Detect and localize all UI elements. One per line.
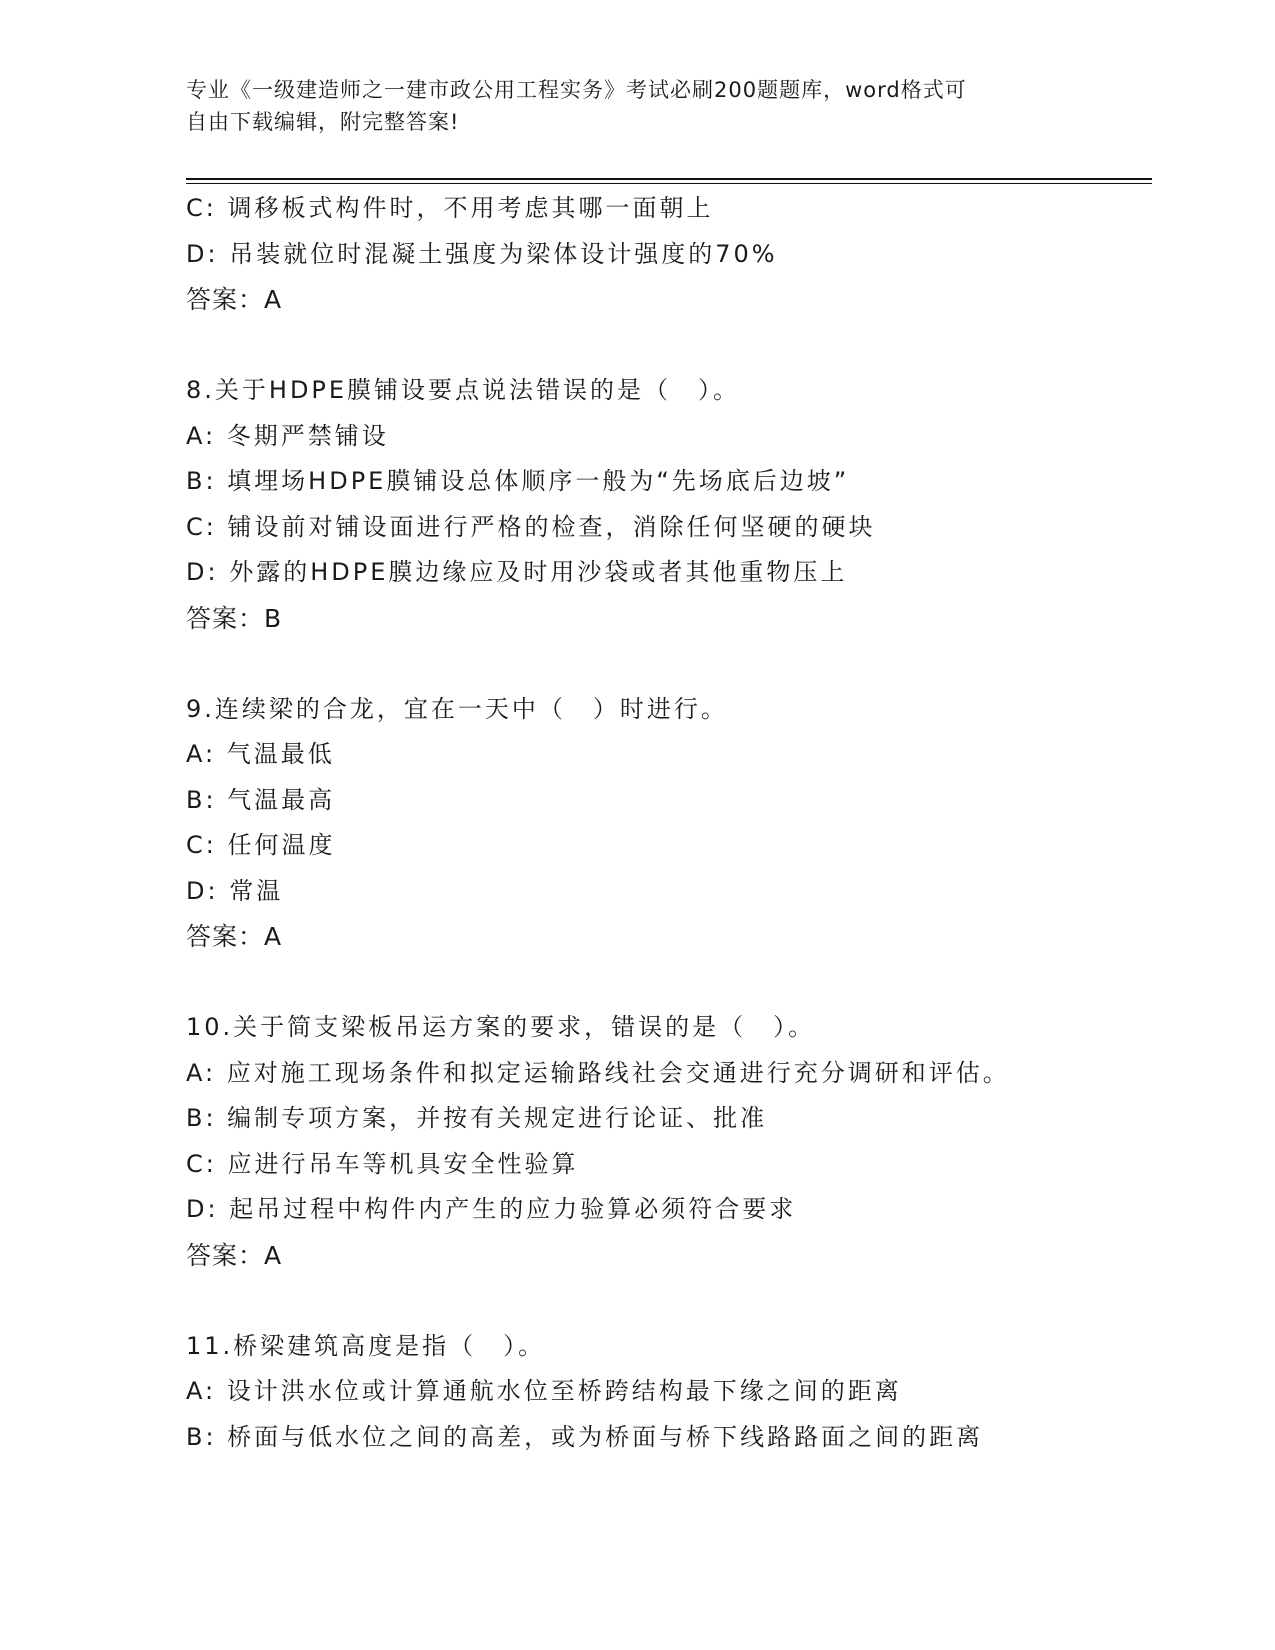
option-a: A: 设计洪水位或计算通航水位至桥跨结构最下缘之间的距离	[186, 1377, 902, 1405]
question-stem: 11.桥梁建筑高度是指（ ）。	[186, 1331, 546, 1360]
document-body	[186, 186, 1146, 1460]
option-c: C: 铺设前对铺设面进行严格的检查，消除任何坚硬的硬块	[186, 512, 876, 541]
option-b: B: 编制专项方案，并按有关规定进行论证、批准	[186, 1104, 768, 1132]
question-11	[186, 1324, 1146, 1461]
answer-line: 答案：A	[186, 285, 283, 314]
question-8	[186, 368, 1146, 641]
option-d: D: 外露的HDPE膜边缘应及时用沙袋或者其他重物压上	[186, 558, 848, 586]
header-line-1: 专业《一级建造师之一建市政公用工程实务》考试必刷200题题库，word格式可	[186, 78, 967, 102]
option-b: B: 桥面与低水位之间的高差，或为桥面与桥下线路路面之间的距离	[186, 1422, 984, 1451]
answer-line: 答案：B	[186, 603, 283, 633]
spacer	[186, 1278, 1146, 1324]
spacer	[186, 323, 1146, 369]
spacer	[186, 960, 1146, 1006]
option-d: D: 常温	[186, 876, 284, 905]
option-a: A: 冬期严禁铺设	[186, 421, 389, 450]
option-c: C: 任何温度	[186, 831, 336, 859]
answer-line: 答案：A	[186, 922, 283, 951]
question-9	[186, 687, 1146, 960]
option-d: D: 起吊过程中构件内产生的应力验算必须符合要求	[186, 1195, 797, 1223]
option-c: C: 应进行吊车等机具安全性验算	[186, 1149, 579, 1178]
answer-line: 答案：A	[186, 1240, 283, 1270]
question-stem: 9.连续梁的合龙，宜在一天中（ ）时进行。	[186, 694, 728, 723]
question-10	[186, 1005, 1146, 1278]
option-a: A: 应对施工现场条件和拟定运输路线社会交通进行充分调研和评估。	[186, 1058, 1010, 1087]
question-stem: 8.关于HDPE膜铺设要点说法错误的是（ ）。	[186, 376, 741, 404]
option-b: B: 填埋场HDPE膜铺设总体顺序一般为“先场底后边坡”	[186, 467, 850, 495]
option-b: B: 气温最高	[186, 785, 336, 814]
option-c: C: 调移板式构件时，不用考虑其哪一面朝上	[186, 194, 714, 222]
header-line-2: 自由下载编辑，附完整答案!	[186, 110, 460, 134]
header-divider-thick	[186, 178, 1152, 180]
question-7-continued	[186, 186, 1146, 323]
document-header	[186, 74, 1086, 138]
question-stem: 10.关于简支梁板吊运方案的要求，错误的是（ ）。	[186, 1013, 816, 1041]
spacer	[186, 641, 1146, 687]
option-d: D: 吊装就位时混凝土强度为梁体设计强度的70%	[186, 239, 778, 268]
option-a: A: 气温最低	[186, 740, 335, 768]
header-divider-thin	[186, 183, 1152, 184]
